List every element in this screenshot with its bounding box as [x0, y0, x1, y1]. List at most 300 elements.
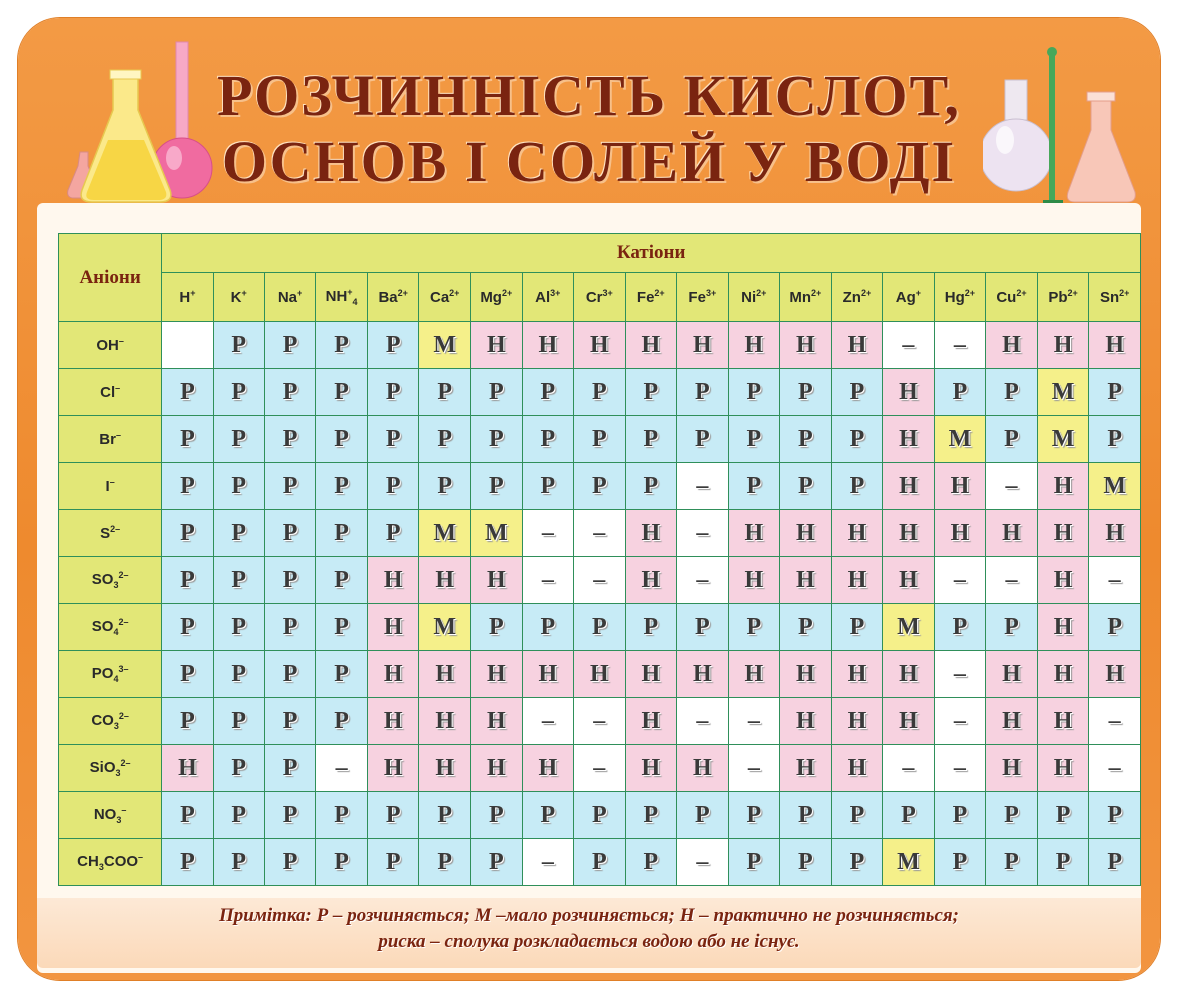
table-row — [59, 651, 1141, 698]
cation-symbol: H — [179, 289, 191, 306]
solubility-cell: Р — [728, 369, 779, 416]
solubility-cell: Н — [831, 651, 883, 698]
solubility-cell: – — [574, 510, 626, 557]
anion-header — [59, 557, 162, 604]
solubility-cell: Н — [883, 369, 934, 416]
solubility-cell: Р — [522, 369, 573, 416]
cation-symbol: K — [230, 289, 242, 306]
solubility-cell: Н — [419, 745, 471, 792]
anion-header — [59, 698, 162, 745]
solubility-cell: Р — [419, 839, 471, 886]
solubility-cell: Р — [1037, 792, 1089, 839]
solubility-cell: Р — [367, 510, 419, 557]
solubility-cell: – — [986, 557, 1038, 604]
solubility-cell: Н — [780, 745, 832, 792]
solubility-cell: Р — [780, 839, 832, 886]
cation-header — [1089, 273, 1141, 322]
solubility-cell: Р — [367, 463, 419, 510]
solubility-cell: Р — [780, 463, 832, 510]
solubility-cell: Н — [728, 651, 779, 698]
solubility-cell: Р — [780, 416, 832, 463]
solubility-cell: Н — [1037, 698, 1089, 745]
cation-symbol: Ag — [895, 289, 916, 306]
solubility-cell: Р — [934, 839, 986, 886]
solubility-cell: Р — [162, 651, 213, 698]
solubility-cell: Н — [625, 322, 677, 369]
solubility-cell: Н — [470, 651, 522, 698]
anion-charge: 2– — [118, 570, 129, 580]
solubility-cell: – — [986, 463, 1038, 510]
cation-symbol: Mn — [789, 289, 812, 306]
solubility-cell: Р — [1089, 369, 1141, 416]
anion-header — [59, 651, 162, 698]
cation-header — [1037, 273, 1089, 322]
anion-symbol-suffix: COO — [103, 853, 139, 870]
solubility-cell: Н — [625, 698, 677, 745]
solubility-cell: Р — [213, 322, 264, 369]
solubility-cell: Р — [316, 416, 368, 463]
solubility-cell: Н — [780, 557, 832, 604]
table-row — [59, 792, 1141, 839]
solubility-cell: Р — [367, 322, 419, 369]
solubility-cell: Р — [677, 604, 729, 651]
cation-charge: 2+ — [1067, 288, 1078, 298]
solubility-cell: Р — [986, 839, 1038, 886]
anion-charge: 3– — [118, 664, 129, 674]
anion-header — [59, 510, 162, 557]
solubility-cell: Р — [470, 463, 522, 510]
solubility-cell: Р — [625, 416, 677, 463]
solubility-cell: Р — [574, 416, 626, 463]
solubility-cell: М — [1089, 463, 1141, 510]
solubility-cell: – — [574, 557, 626, 604]
cation-header — [419, 273, 471, 322]
solubility-cell: Р — [162, 369, 213, 416]
solubility-cell: Н — [883, 651, 934, 698]
cation-charge: 2+ — [811, 288, 822, 298]
solubility-cell: Р — [162, 557, 213, 604]
cation-charge: + — [915, 288, 922, 298]
solubility-cell: Р — [213, 510, 264, 557]
solubility-cell: Н — [677, 651, 729, 698]
solubility-cell: Р — [831, 604, 883, 651]
solubility-cell: М — [883, 839, 934, 886]
solubility-cell: Н — [728, 322, 779, 369]
solubility-cell: Н — [625, 510, 677, 557]
solubility-cell: Р — [986, 369, 1038, 416]
solubility-cell: Р — [316, 369, 368, 416]
solubility-cell: Н — [677, 745, 729, 792]
cation-symbol: Hg — [944, 289, 965, 306]
solubility-cell: Р — [625, 839, 677, 886]
cation-header — [162, 273, 213, 322]
cation-header — [986, 273, 1038, 322]
cation-symbol: Ca — [429, 289, 450, 306]
solubility-cell: Н — [1089, 651, 1141, 698]
solubility-cell: Н — [831, 557, 883, 604]
solubility-cell: Н — [625, 557, 677, 604]
solubility-cell: Р — [522, 604, 573, 651]
solubility-cell: Р — [574, 604, 626, 651]
solubility-cell: Р — [316, 839, 368, 886]
solubility-cell: Н — [986, 322, 1038, 369]
cation-symbol: Sn — [1099, 289, 1120, 306]
solubility-cell: – — [934, 557, 986, 604]
solubility-cell: – — [522, 557, 573, 604]
anion-header — [59, 322, 162, 369]
cation-header — [883, 273, 934, 322]
anion-charge: 2– — [118, 711, 129, 721]
legend-note-line-1: Примітка: Р – розчиняється; М –мало розчиняється; Н – практично не розчиняється; — [218, 905, 960, 926]
solubility-cell: Р — [162, 510, 213, 557]
anion-symbol: S — [100, 525, 111, 542]
cation-charge: 2+ — [1016, 288, 1027, 298]
solubility-cell: Р — [677, 416, 729, 463]
cation-symbol: Mg — [480, 289, 502, 306]
cation-header — [625, 273, 677, 322]
solubility-cell: – — [677, 557, 729, 604]
anion-symbol: Cl — [100, 384, 116, 401]
solubility-cell: Н — [883, 698, 934, 745]
cation-symbol: Zn — [842, 289, 861, 306]
solubility-cell: Р — [213, 604, 264, 651]
cation-charge: 2+ — [397, 288, 408, 298]
solubility-cell: М — [419, 604, 471, 651]
solubility-cell: Н — [934, 510, 986, 557]
solubility-cell: Р — [419, 369, 471, 416]
solubility-cell: Р — [986, 792, 1038, 839]
cation-symbol: NH — [325, 288, 348, 305]
solubility-cell: Р — [367, 369, 419, 416]
cation-header — [574, 273, 626, 322]
solubility-cell: Р — [677, 792, 729, 839]
solubility-cell: Р — [1089, 839, 1141, 886]
cation-header — [470, 273, 522, 322]
solubility-cell: Р — [264, 792, 315, 839]
solubility-cell: Н — [1037, 651, 1089, 698]
cation-header — [367, 273, 419, 322]
solubility-cell: Н — [367, 745, 419, 792]
solubility-cell: Н — [574, 651, 626, 698]
solubility-cell: Р — [831, 463, 883, 510]
solubility-cell: Р — [574, 792, 626, 839]
cation-charge: + — [190, 288, 196, 298]
solubility-cell: Н — [367, 698, 419, 745]
solubility-cell: Н — [986, 651, 1038, 698]
solubility-cell: – — [316, 745, 368, 792]
anion-symbol: I — [105, 478, 110, 495]
anion-charge: – — [118, 336, 124, 346]
cation-charge: 2+ — [1119, 288, 1130, 298]
solubility-cell: Р — [316, 698, 368, 745]
anion-subscript: 3 — [116, 815, 122, 825]
anion-charge: 2– — [120, 758, 131, 768]
solubility-cell: Н — [831, 698, 883, 745]
solubility-cell: – — [522, 698, 573, 745]
solubility-cell: Р — [316, 322, 368, 369]
solubility-cell: Р — [1089, 416, 1141, 463]
cation-header — [934, 273, 986, 322]
solubility-cell: Н — [986, 745, 1038, 792]
solubility-cell: Р — [780, 604, 832, 651]
solubility-cell: Р — [986, 416, 1038, 463]
solubility-cell: – — [883, 745, 934, 792]
solubility-cell: Р — [162, 416, 213, 463]
cation-symbol: Fe — [688, 289, 706, 306]
solubility-cell: Р — [934, 604, 986, 651]
solubility-cell: Р — [780, 792, 832, 839]
cation-charge: + — [297, 288, 303, 298]
solubility-table — [58, 233, 1141, 886]
solubility-cell: Р — [213, 651, 264, 698]
solubility-cell: М — [419, 510, 471, 557]
solubility-cell: Н — [162, 745, 213, 792]
anion-symbol: SO — [91, 618, 114, 635]
solubility-cell: – — [677, 463, 729, 510]
anions-header: Аніони — [59, 234, 162, 322]
solubility-cell: Р — [316, 651, 368, 698]
solubility-cell: Р — [213, 745, 264, 792]
solubility-cell: Р — [162, 463, 213, 510]
solubility-cell: – — [1089, 698, 1141, 745]
anion-subscript: 3 — [113, 721, 119, 731]
solubility-cell: Р — [625, 604, 677, 651]
solubility-cell: Р — [367, 416, 419, 463]
cation-symbol: Ni — [741, 289, 757, 306]
cations-header: Катіони — [162, 234, 1141, 273]
solubility-cell: Н — [728, 510, 779, 557]
anion-charge: – — [121, 805, 127, 815]
solubility-cell: Н — [1037, 322, 1089, 369]
solubility-cell: Р — [470, 604, 522, 651]
table-row — [59, 463, 1141, 510]
cation-symbol: Al — [535, 289, 551, 306]
solubility-cell: Н — [1037, 557, 1089, 604]
solubility-cell: Р — [574, 369, 626, 416]
solubility-cell: Р — [162, 792, 213, 839]
solubility-cell: Р — [883, 792, 934, 839]
solubility-cell: Н — [470, 698, 522, 745]
solubility-cell: Н — [522, 651, 573, 698]
solubility-cell: Н — [883, 510, 934, 557]
solubility-cell: Н — [1037, 510, 1089, 557]
solubility-cell: Н — [1037, 604, 1089, 651]
solubility-cell: Р — [831, 792, 883, 839]
solubility-cell: Р — [522, 416, 573, 463]
solubility-cell — [162, 322, 213, 369]
solubility-cell: Н — [883, 416, 934, 463]
solubility-cell: Н — [522, 322, 573, 369]
solubility-cell: М — [1037, 416, 1089, 463]
solubility-cell: Р — [1089, 792, 1141, 839]
solubility-cell: Р — [162, 698, 213, 745]
solubility-cell: Р — [831, 369, 883, 416]
solubility-cell: Р — [162, 839, 213, 886]
solubility-cell: Р — [625, 369, 677, 416]
solubility-cell: Р — [213, 416, 264, 463]
solubility-cell: Н — [986, 510, 1038, 557]
solubility-cell: Р — [728, 463, 779, 510]
anion-charge: 2– — [118, 617, 129, 627]
solubility-cell: Р — [728, 416, 779, 463]
table-row — [59, 698, 1141, 745]
solubility-cell: Н — [883, 463, 934, 510]
solubility-cell: Р — [367, 792, 419, 839]
solubility-cell: Р — [213, 369, 264, 416]
solubility-cell: М — [883, 604, 934, 651]
solubility-cell: – — [677, 839, 729, 886]
solubility-cell: – — [934, 322, 986, 369]
solubility-cell: Р — [934, 369, 986, 416]
anion-charge: 2– — [110, 524, 121, 534]
solubility-cell: – — [574, 745, 626, 792]
title-line-1: РОЗЧИННІСТЬ КИСЛОТ, — [217, 63, 961, 128]
solubility-cell: Н — [883, 557, 934, 604]
solubility-cell: Р — [986, 604, 1038, 651]
solubility-cell: Р — [1089, 604, 1141, 651]
solubility-cell: Н — [780, 322, 832, 369]
anion-subscript: 3 — [115, 768, 121, 778]
solubility-cell: Р — [316, 510, 368, 557]
solubility-cell: Р — [213, 463, 264, 510]
solubility-cell: Р — [316, 792, 368, 839]
cation-charge: 2+ — [501, 288, 513, 298]
solubility-cell: Н — [419, 651, 471, 698]
solubility-cell: Р — [470, 792, 522, 839]
solubility-cell: Р — [316, 604, 368, 651]
solubility-cell: Р — [831, 416, 883, 463]
cation-charge: + — [347, 287, 353, 297]
solubility-cell: Р — [316, 463, 368, 510]
legend-note-line-2: риска – сполука розкладається водою або не існує. — [378, 931, 800, 952]
solubility-cell: Р — [470, 369, 522, 416]
solubility-cell: Н — [1037, 745, 1089, 792]
solubility-cell: Н — [831, 510, 883, 557]
solubility-cell: Н — [470, 322, 522, 369]
solubility-cell: Н — [419, 698, 471, 745]
cation-symbol: Cu — [996, 289, 1017, 306]
solubility-cell: Р — [213, 792, 264, 839]
cation-charge: 3+ — [550, 288, 561, 298]
solubility-cell: Н — [780, 651, 832, 698]
solubility-cell: Р — [264, 463, 315, 510]
solubility-cell: – — [1089, 745, 1141, 792]
solubility-cell: – — [728, 745, 779, 792]
solubility-cell: Н — [677, 322, 729, 369]
anion-charge: – — [115, 430, 121, 440]
solubility-cell: Н — [1089, 322, 1141, 369]
cation-header — [677, 273, 729, 322]
solubility-cell: Н — [625, 745, 677, 792]
solubility-cell: Р — [264, 745, 315, 792]
solubility-cell: Р — [780, 369, 832, 416]
solubility-cell: Р — [264, 322, 315, 369]
solubility-cell: Р — [264, 651, 315, 698]
anion-header — [59, 604, 162, 651]
solubility-cell: – — [934, 698, 986, 745]
solubility-cell: Н — [831, 745, 883, 792]
anion-symbol: Br — [99, 431, 116, 448]
solubility-cell: Н — [625, 651, 677, 698]
solubility-cell: Н — [367, 604, 419, 651]
cation-header — [264, 273, 315, 322]
anion-header — [59, 839, 162, 886]
solubility-cell: Р — [316, 557, 368, 604]
anion-header — [59, 745, 162, 792]
anion-charge: – — [115, 383, 121, 393]
anion-header — [59, 369, 162, 416]
cation-symbol: Cr — [585, 289, 603, 306]
solubility-cell: – — [934, 745, 986, 792]
cation-charge: + — [241, 288, 247, 298]
table-row — [59, 839, 1141, 886]
cation-symbol: Ba — [378, 289, 398, 306]
solubility-cell: – — [1089, 557, 1141, 604]
table-row — [59, 416, 1141, 463]
cation-charge: 2+ — [860, 288, 872, 298]
anion-subscript: 3 — [98, 862, 104, 872]
legend-note — [37, 903, 1141, 955]
solubility-cell: – — [574, 698, 626, 745]
cation-header — [728, 273, 779, 322]
solubility-cell: Н — [831, 322, 883, 369]
cation-charge: 2+ — [756, 288, 767, 298]
cation-charge: 2+ — [964, 288, 976, 298]
cation-symbol: Na — [277, 289, 298, 306]
solubility-cell: Р — [264, 604, 315, 651]
anion-charge: – — [138, 852, 144, 862]
solubility-cell: Р — [728, 839, 779, 886]
solubility-cell: М — [470, 510, 522, 557]
solubility-cell: Р — [522, 463, 573, 510]
solubility-cell: Р — [264, 416, 315, 463]
solubility-cell: Р — [213, 698, 264, 745]
solubility-cell: Р — [934, 792, 986, 839]
anion-symbol: OH — [96, 337, 119, 354]
solubility-cell: Н — [419, 557, 471, 604]
cation-charge: 3+ — [602, 288, 613, 298]
solubility-cell: – — [522, 839, 573, 886]
solubility-cell: Р — [470, 416, 522, 463]
solubility-cell: Р — [419, 463, 471, 510]
solubility-cell: Р — [213, 839, 264, 886]
cation-charge: 2+ — [654, 288, 665, 298]
solubility-cell: Р — [625, 792, 677, 839]
solubility-cell: Р — [419, 416, 471, 463]
table-row — [59, 510, 1141, 557]
title-banner — [18, 18, 1160, 218]
anion-symbol: NO — [93, 806, 117, 823]
solubility-cell: Н — [728, 557, 779, 604]
solubility-cell: – — [677, 510, 729, 557]
anion-symbol: CH — [77, 853, 99, 870]
solubility-cell: Р — [264, 510, 315, 557]
cation-charge: 3+ — [705, 288, 717, 298]
solubility-cell: Р — [419, 792, 471, 839]
cation-charge: 2+ — [449, 288, 460, 298]
solubility-cell: Р — [574, 463, 626, 510]
solubility-cell: Р — [367, 839, 419, 886]
anion-charge: – — [109, 477, 115, 487]
solubility-cell: – — [883, 322, 934, 369]
solubility-table-wrap — [58, 233, 1141, 886]
solubility-cell: Р — [1037, 839, 1089, 886]
solubility-cell: Н — [780, 510, 832, 557]
solubility-cell: – — [677, 698, 729, 745]
solubility-cell: М — [1037, 369, 1089, 416]
solubility-cell: Р — [574, 839, 626, 886]
solubility-cell: Р — [213, 557, 264, 604]
